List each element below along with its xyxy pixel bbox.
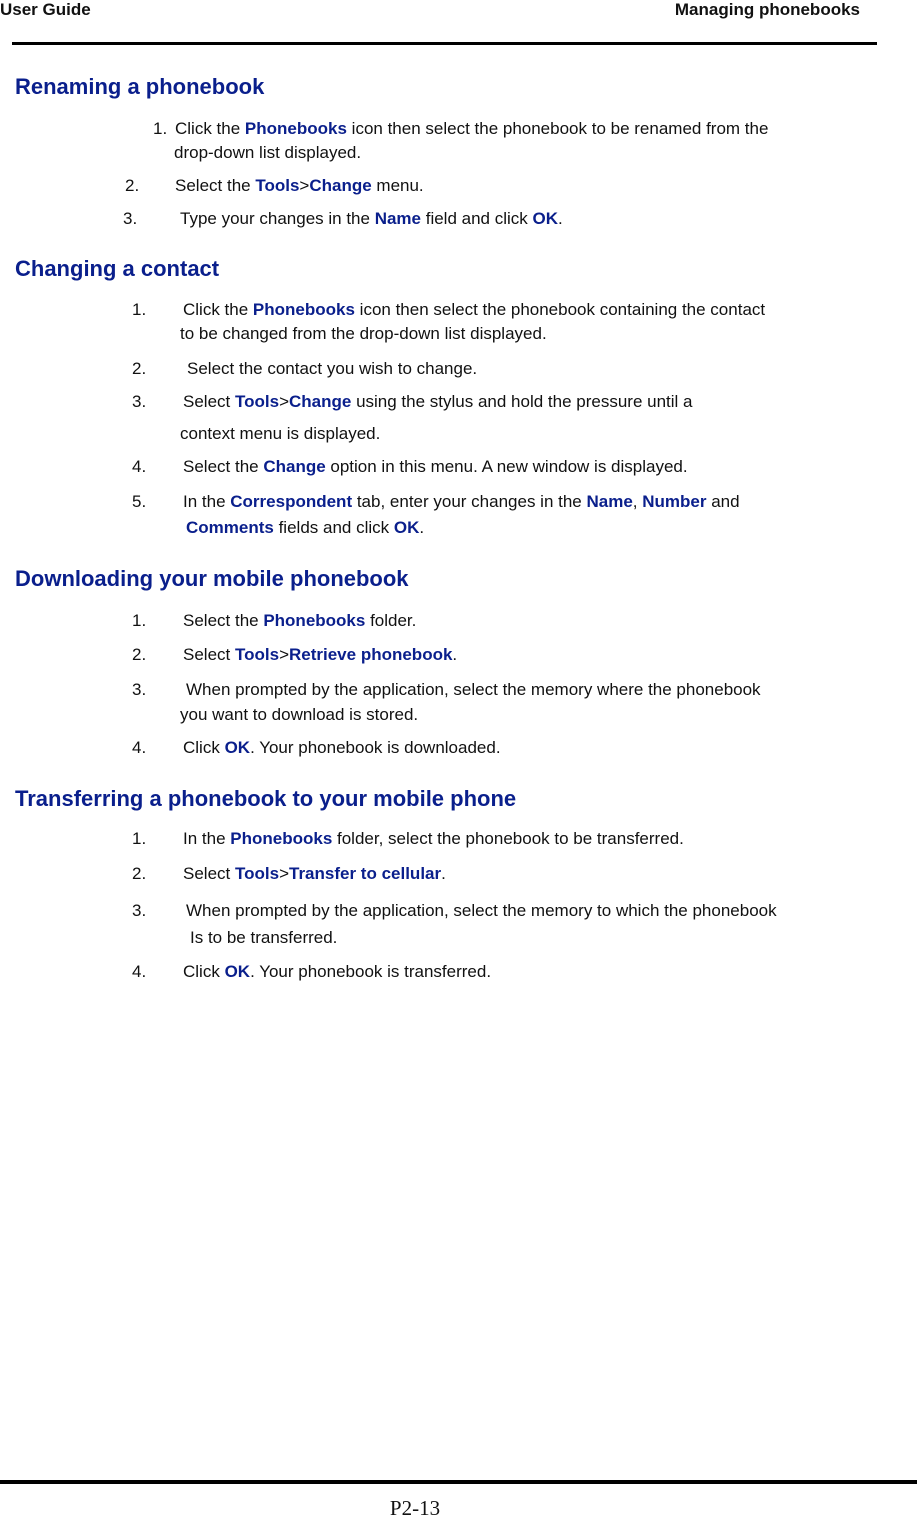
step-text xyxy=(183,736,501,760)
step-item xyxy=(132,678,877,727)
step-text xyxy=(183,827,684,851)
step-text-run: Click xyxy=(183,738,225,757)
step-text-run: Click the xyxy=(183,300,253,319)
step-text-run: and xyxy=(706,492,740,511)
step-text-run: folder. xyxy=(365,611,417,630)
step-text xyxy=(183,960,491,984)
step-text-run: Select the xyxy=(183,611,264,630)
step-item xyxy=(132,455,877,479)
step-text-run: menu. xyxy=(371,176,424,195)
ui-term: Tools xyxy=(255,176,300,195)
ui-term: Transfer to cellular xyxy=(289,864,442,883)
step-text xyxy=(183,298,765,322)
ui-term: Change xyxy=(289,392,352,411)
step-item xyxy=(132,960,877,984)
step-text xyxy=(183,643,457,667)
step-text xyxy=(183,455,688,479)
section-heading: Transferring a phonebook to your mobile phone xyxy=(15,786,517,811)
step-number: 3. xyxy=(132,680,147,699)
page-header xyxy=(0,0,877,46)
step-text-run: > xyxy=(279,392,289,411)
section-heading: Downloading your mobile phonebook xyxy=(15,566,409,591)
step-item xyxy=(132,643,877,667)
step-text-run: Select the xyxy=(175,176,256,195)
header-chapter-title: Managing phonebooks xyxy=(674,0,860,19)
step-text xyxy=(183,609,416,633)
header-guide-title: User Guide xyxy=(0,0,91,19)
step-item xyxy=(132,390,877,446)
footer-divider xyxy=(0,1480,917,1484)
step-number: 3. xyxy=(123,209,138,228)
step-text-run: In the xyxy=(183,492,231,511)
ui-term: Name xyxy=(374,209,421,228)
step-text-run: In the xyxy=(183,829,231,848)
ui-term: Correspondent xyxy=(230,492,353,511)
step-number: 1. xyxy=(132,300,147,319)
step-text-run: , xyxy=(632,492,643,511)
step-text xyxy=(183,862,446,886)
step-text-run: Select the contact you wish to change. xyxy=(187,359,478,378)
step-text-run: icon then select the phonebook containing the contact xyxy=(354,300,766,319)
ui-term: Phonebooks xyxy=(230,829,333,848)
step-text xyxy=(175,174,424,198)
step-item xyxy=(132,827,877,851)
step-text-run: . xyxy=(558,209,563,228)
ui-term: Change xyxy=(263,457,326,476)
step-text-run: Click the xyxy=(175,119,245,138)
ui-term: Phonebooks xyxy=(263,611,366,630)
step-text-continued: context menu is displayed. xyxy=(180,424,381,443)
step-item xyxy=(132,490,877,540)
step-number: 5. xyxy=(132,492,147,511)
step-text-run: icon then select the phonebook to be renamed from the xyxy=(346,119,769,138)
step-number: 1. xyxy=(153,119,168,138)
step-text-run: Select xyxy=(183,864,235,883)
step-text-run: option in this menu. A new window is displayed. xyxy=(325,457,688,476)
step-text-continued: to be changed from the drop-down list displayed. xyxy=(180,324,547,343)
step-item xyxy=(132,298,877,346)
step-text-run: . xyxy=(419,518,425,537)
step-text-run: > xyxy=(279,864,289,883)
step-number: 1. xyxy=(132,611,147,630)
step-item xyxy=(132,357,877,381)
step-text xyxy=(183,390,693,414)
ui-term: Number xyxy=(642,492,707,511)
ui-term: Retrieve phonebook xyxy=(289,645,453,664)
step-text-run: field and click xyxy=(421,209,533,228)
step-item xyxy=(132,736,877,760)
ui-term: Name xyxy=(586,492,633,511)
step-item xyxy=(132,862,877,886)
step-number: 2. xyxy=(132,645,147,664)
step-text xyxy=(180,207,563,231)
ui-term: OK xyxy=(393,518,420,537)
step-number: 4. xyxy=(132,962,147,981)
step-text xyxy=(187,357,477,381)
ui-term: Tools xyxy=(234,864,280,883)
step-text-run: When prompted by the application, select the memory to which the phonebook xyxy=(186,901,777,920)
step-number: 4. xyxy=(132,738,147,757)
ui-term: Tools xyxy=(234,392,280,411)
step-text xyxy=(186,678,761,702)
step-text-run: folder, select the phonebook to be transferred. xyxy=(332,829,684,848)
step-text-run: Type your changes in the xyxy=(180,209,375,228)
step-text-continued: drop-down list displayed. xyxy=(174,143,362,162)
step-text-run: . Your phonebook is transferred. xyxy=(250,962,492,981)
step-text-run: . Your phonebook is downloaded. xyxy=(250,738,501,757)
step-item xyxy=(153,117,877,165)
ui-term: Phonebooks xyxy=(244,119,347,138)
step-text xyxy=(175,117,768,141)
step-text-run: > xyxy=(299,176,310,195)
step-text-continued: Is to be transferred. xyxy=(190,928,338,947)
step-text-run: > xyxy=(279,645,289,664)
ui-term: Tools xyxy=(234,645,280,664)
step-text-run: . xyxy=(452,645,458,664)
step-text-run: . xyxy=(441,864,446,883)
step-item xyxy=(132,609,877,633)
step-number: 1. xyxy=(132,829,147,848)
step-text-run: using the stylus and hold the pressure until a xyxy=(351,392,693,411)
step-number: 2. xyxy=(132,864,147,883)
step-number: 3. xyxy=(132,901,147,920)
ui-term: OK xyxy=(532,209,558,228)
step-text-run: tab, enter your changes in the xyxy=(352,492,587,511)
header-divider xyxy=(12,42,877,45)
step-item xyxy=(123,207,877,231)
step-text-continued xyxy=(186,516,424,540)
step-text-run: Select xyxy=(183,392,235,411)
ui-term: Comments xyxy=(186,518,274,537)
ui-term: OK xyxy=(224,962,251,981)
section-heading: Renaming a phonebook xyxy=(15,74,265,99)
ui-term: Phonebooks xyxy=(252,300,355,319)
step-number: 2. xyxy=(125,176,140,195)
step-text xyxy=(186,899,777,923)
ui-term: OK xyxy=(224,738,251,757)
step-text-continued: you want to download is stored. xyxy=(180,705,419,724)
step-number: 4. xyxy=(132,457,147,476)
step-number: 3. xyxy=(132,392,147,411)
ui-term: Change xyxy=(309,176,372,195)
section-heading: Changing a contact xyxy=(15,256,220,281)
step-item xyxy=(125,174,877,198)
step-text xyxy=(183,490,740,514)
step-text-run: Select the xyxy=(183,457,264,476)
step-text-run: Select xyxy=(183,645,235,664)
step-text-run: Click xyxy=(183,962,225,981)
step-text-run: fields and click xyxy=(273,518,394,537)
step-number: 2. xyxy=(132,359,147,378)
page-number: P2-13 xyxy=(389,1496,441,1520)
step-text-run: When prompted by the application, select the memory where the phonebook xyxy=(186,680,761,699)
step-item xyxy=(132,899,877,950)
